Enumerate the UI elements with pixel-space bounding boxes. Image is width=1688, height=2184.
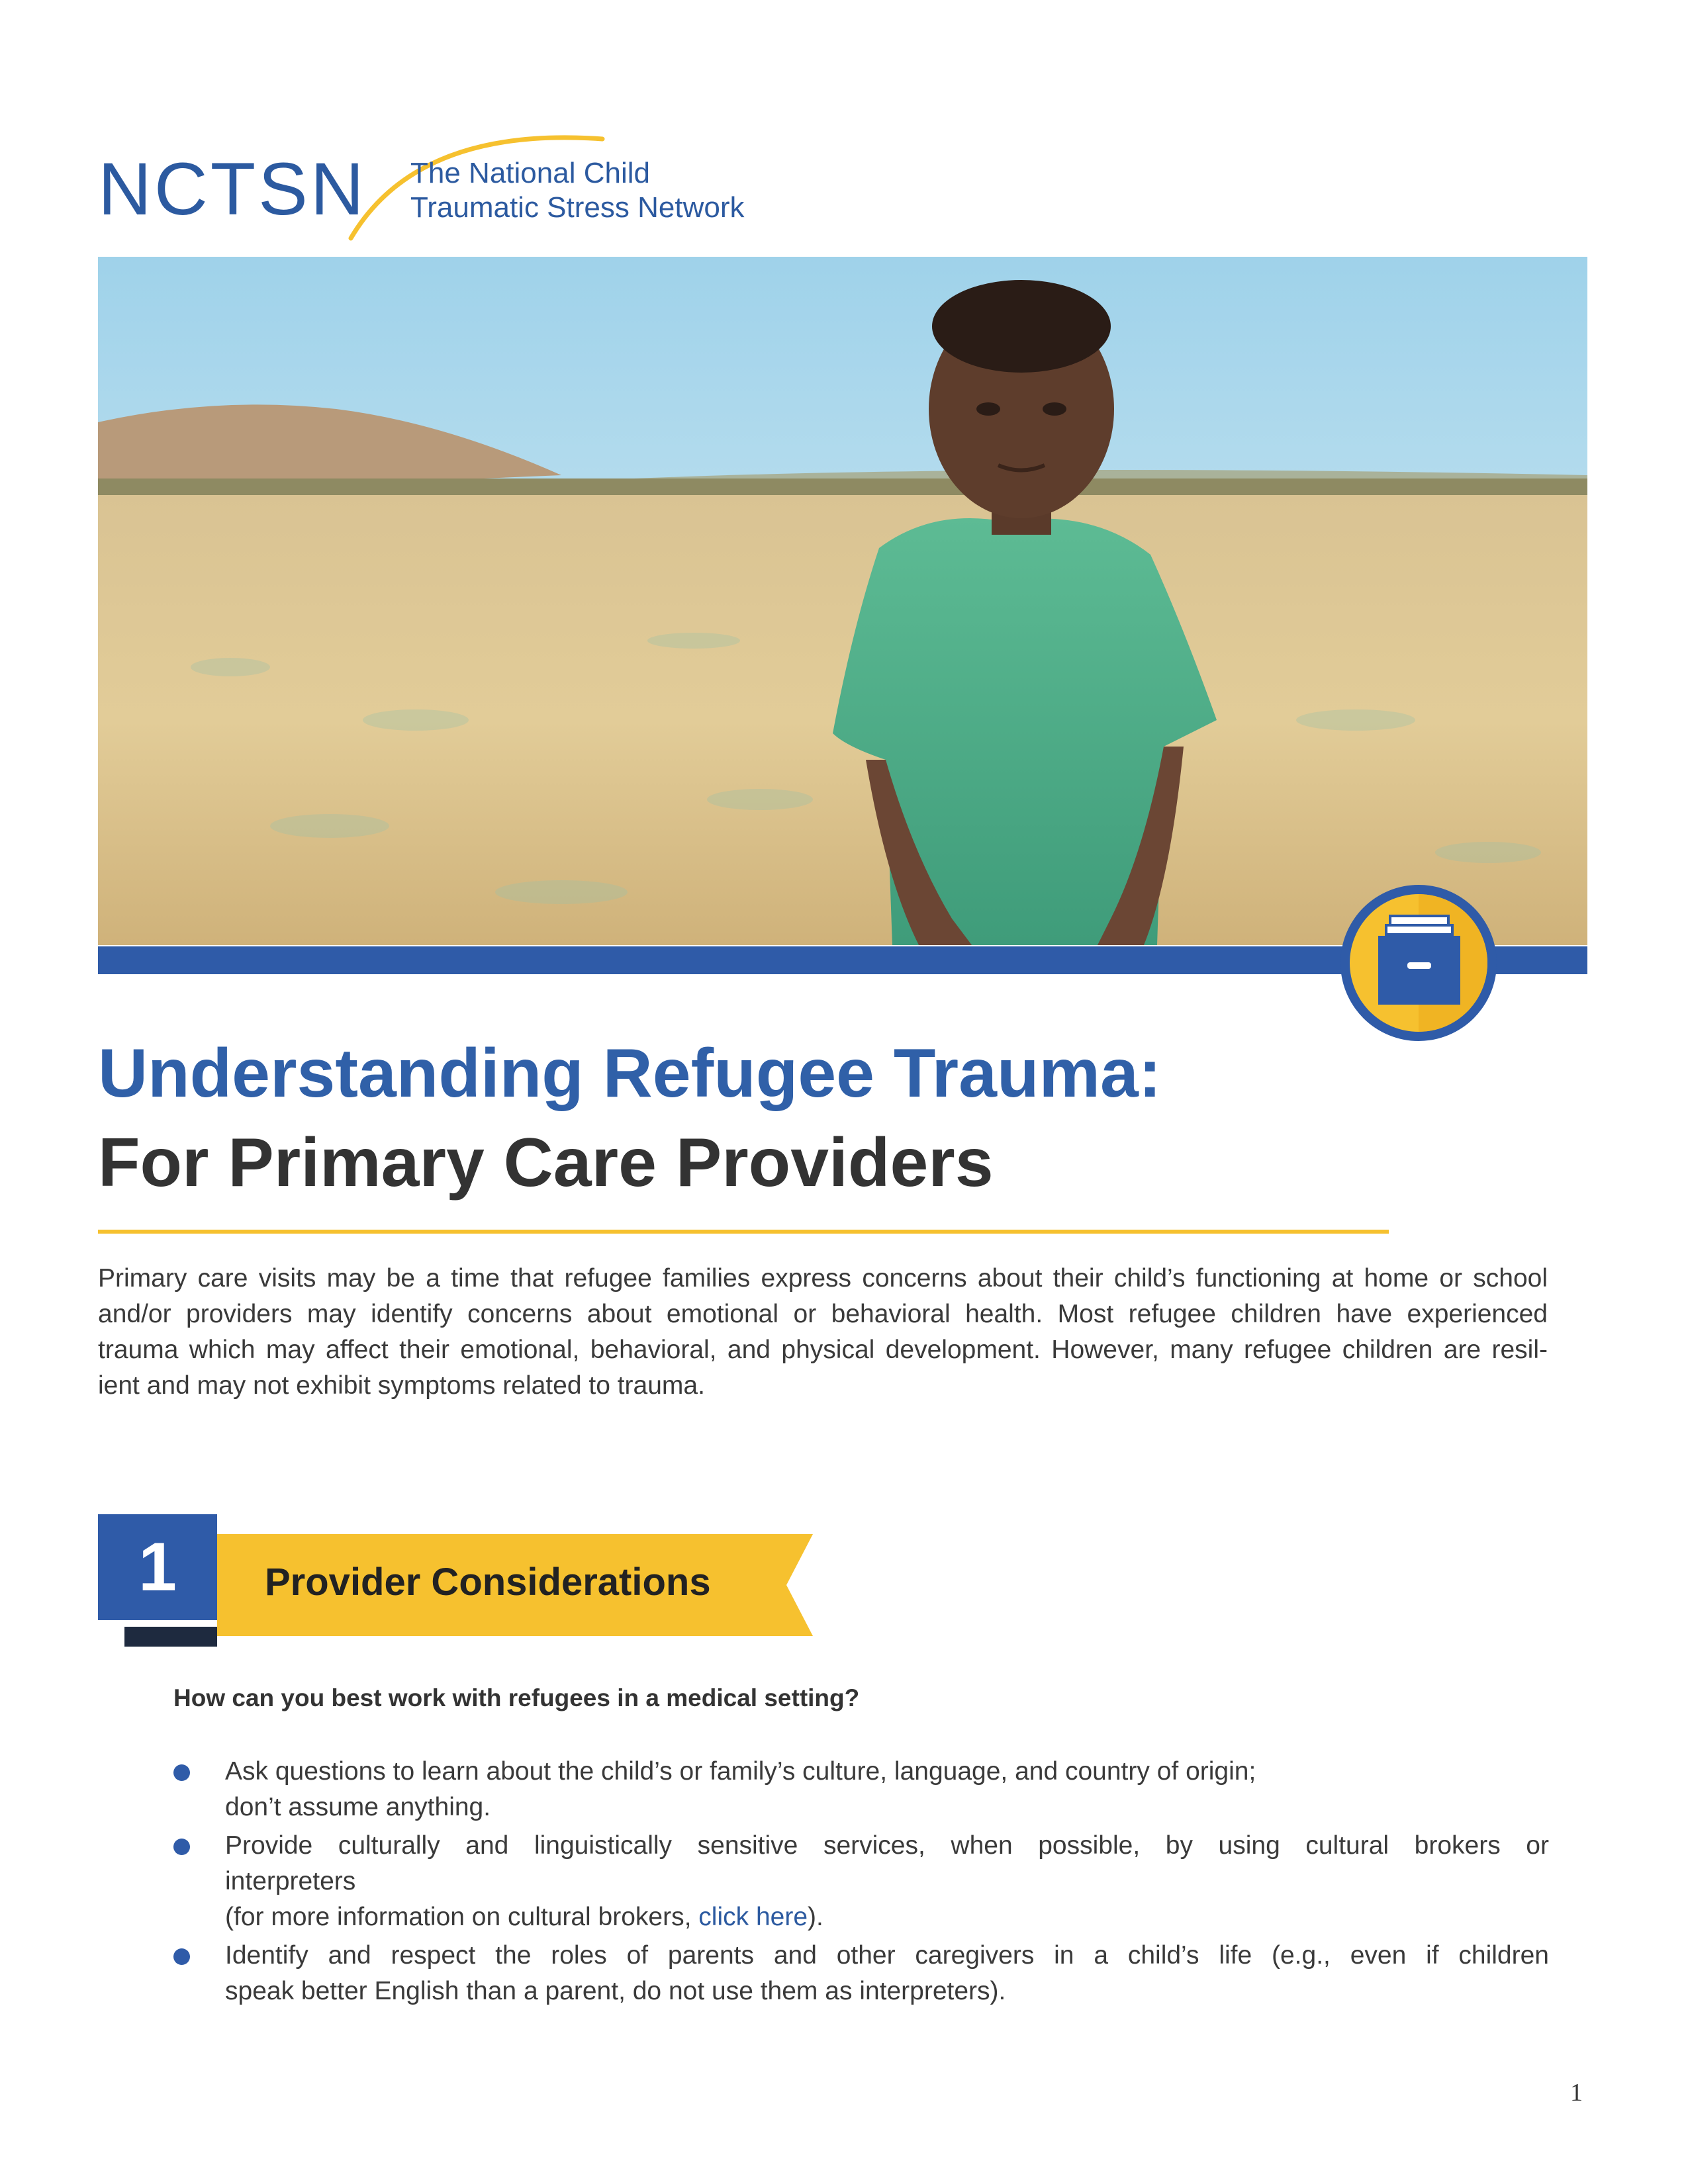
list-item-line: don’t assume anything. [225, 1793, 491, 1821]
section-number: 1 [138, 1529, 177, 1606]
file-box-badge [1337, 882, 1500, 1044]
page-number: 1 [1570, 2079, 1583, 2107]
intro-line: Primary care visits may be a time that refugee families express concerns about their child’s functioning at home or school [98, 1264, 1548, 1293]
logo-name-line2: Traumatic Stress Network [410, 191, 745, 224]
list-item-line: interpreters [225, 1867, 356, 1895]
cultural-brokers-link[interactable]: click here [698, 1903, 808, 1931]
page-title-line2: For Primary Care Providers [98, 1124, 994, 1201]
list-item-line: Ask questions to learn about the child’s or family’s culture, language, and country of origin; [225, 1757, 1256, 1786]
logo-name-line1: The National Child [410, 157, 650, 189]
list-item-text [225, 1938, 1549, 2009]
list-item-line: Identify and respect the roles of parents and other caregivers in a child’s life (e.g., even if children [225, 1941, 1549, 1970]
file-box-icon [1337, 882, 1500, 1044]
list-item-text-pre: (for more information on cultural brokers, [225, 1903, 699, 1931]
page-title-line1: Understanding Refugee Trauma: [98, 1035, 1162, 1112]
title-divider [98, 1230, 1389, 1234]
logo-acronym: NCTSN [98, 148, 367, 230]
hero-photo [98, 257, 1587, 945]
intro-line: and/or providers may identify concerns about emotional or behavioral health. Most refugee children have experienced [98, 1300, 1548, 1328]
section-question: How can you best work with refugees in a medical setting? [173, 1684, 860, 1711]
list-item-text [225, 1828, 1549, 1935]
intro-line: trauma which may affect their emotional, behavioral, and physical development. However, many refugee children are resil- [98, 1336, 1548, 1364]
list-item-text-post: ). [808, 1903, 823, 1931]
section-title: Provider Considerations [265, 1561, 711, 1604]
bullet-dot [173, 1764, 190, 1781]
intro-line: ient and may not exhibit symptoms related to trauma. [98, 1371, 705, 1400]
list-item-line: Provide culturally and linguistically sensitive services, when possible, by using cultural brokers or [225, 1831, 1549, 1860]
bullet-dot [173, 1948, 190, 1965]
list-item-line [225, 1899, 1483, 1935]
list-item-text [225, 1754, 1483, 1825]
bullet-dot [173, 1839, 190, 1855]
list-item-line: speak better English than a parent, do not use them as interpreters). [225, 1977, 1006, 2005]
intro-paragraph [98, 1261, 1548, 1404]
